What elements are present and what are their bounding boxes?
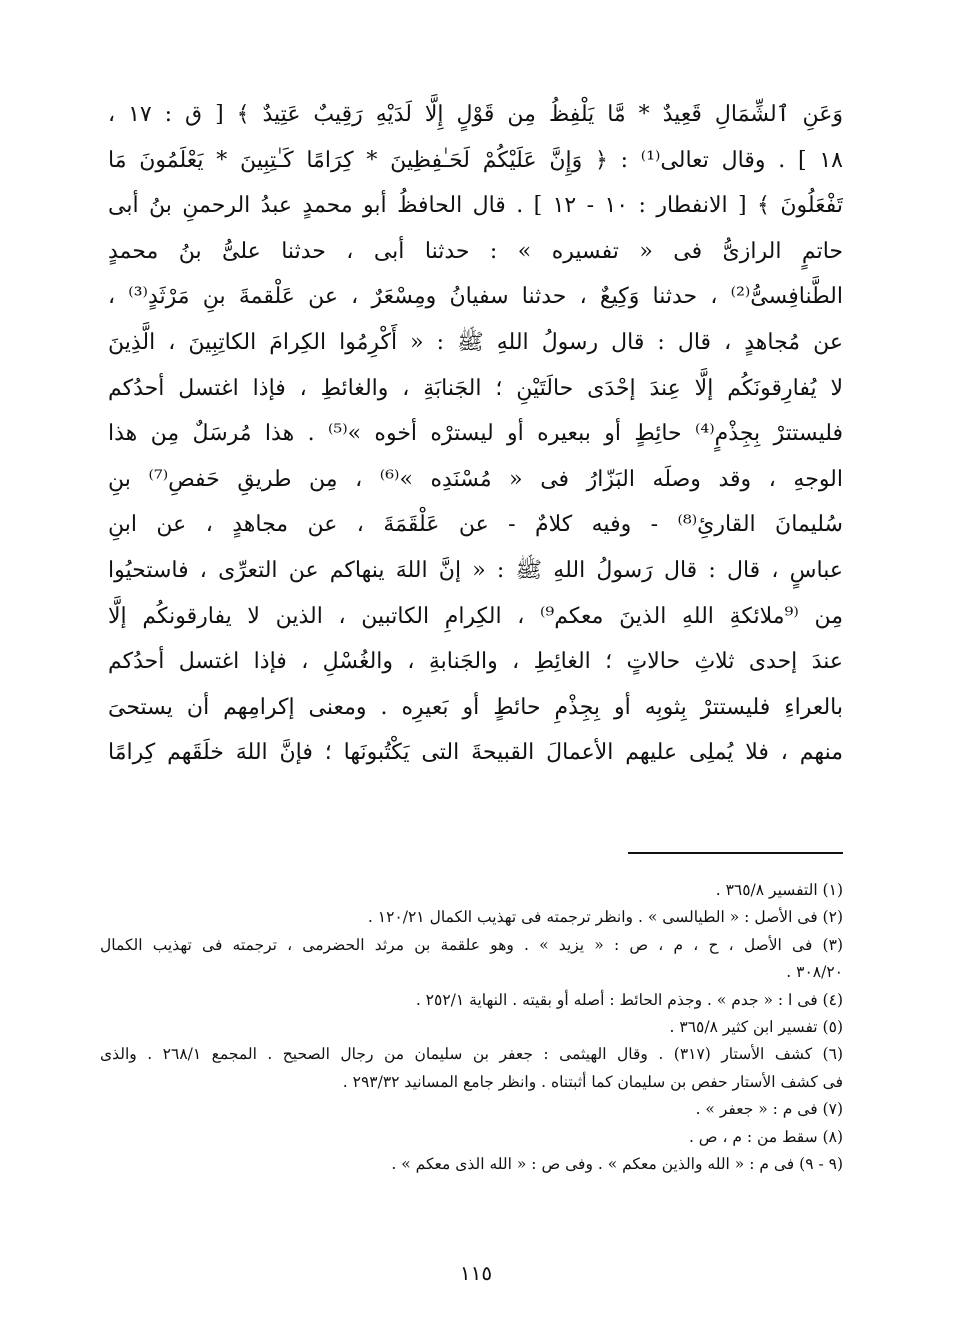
text-line: تَفْعَلُونَ ﴾ [ الانفطار : ١٠ - ١٢ ] . قال الحافظُ أبو محمدٍ عبدُ الرحمنِ بنُ أبى	[108, 193, 843, 219]
footnote-line: (٧) فى م : « جعفر » .	[695, 1100, 843, 1119]
text-line: الوجهِ ، وقد وصلَه البَزّارُ فى « مُسْنَدِه »⁽⁶⁾ ، مِن طريقِ حَفصِ⁽⁷⁾ بنِ	[108, 466, 843, 492]
footnote-line: (٩ - ٩) فى م : « الله والذين معكم » . وفى ص : « الله الذى معكم » .	[391, 1154, 843, 1173]
footnote-divider	[628, 852, 843, 854]
footnote-line: (٢) فى الأصل : « الطيالسى » . وانظر ترجمته فى تهذيب الكمال ١٢٠/٢١ .	[367, 908, 843, 927]
footnote-line: (٦) كشف الأستار (٣١٧) . وقال الهيثمى : جعفر بن سليمان من رجال الصحيح . المجمع ٢٦٨/١ . والذى	[100, 1045, 843, 1064]
footnote-line: (١) التفسير ٣٦٥/٨ .	[715, 881, 843, 899]
text-line: مِن ⁽⁹ملائكةِ اللهِ الذينَ معكم⁹⁾ ، الكِرامِ الكاتبين ، الذين لا يفارقونكُم إلَّا	[108, 603, 843, 629]
footnote-line: (٣) فى الأصل ، ح ، م ، ص : « يزيد » . وهو علقمة بن مرثد الحضرمى ، ترجمته فى تهذيب الكمال	[100, 935, 843, 954]
page-number: ١١٥	[459, 1261, 493, 1285]
main-text	[108, 92, 843, 776]
footnote-line: (٨) سقط من : م ، ص .	[688, 1127, 843, 1146]
text-line: وَعَنِ ٱلشِّمَالِ قَعِيدٌ * مَّا يَلْفِظُ مِن قَوْلٍ إِلَّا لَدَيْهِ رَقِيبٌ عَتِيدٌ ﴾ [ ق : ١٧ ،	[108, 102, 843, 127]
footnote-line: ٣٠٨/٢٠ .	[786, 963, 843, 982]
text-line: منهم ، فلا يُملِى عليهم الأعمالَ القبيحةَ التى يَكْتُبونَها ؛ فإنَّ اللهَ خلَقَهم كِرامًا	[108, 740, 843, 766]
text-line: ١٨ ] . وقال تعالى⁽¹⁾ : ﴿ وَإِنَّ عَلَيْكُمْ لَحَـٰفِظِينَ * كِرَامًا كَـٰتِبِينَ * يَعْلَمُونَ مَا	[108, 147, 843, 173]
text-line: سُليمانَ القارئِ⁽⁸⁾ - وفيه كلامٌ - عن عَلْقَمَةَ ، عن مجاهدٍ ، عن ابنِ	[108, 512, 843, 538]
footnote-line: (٥) تفسير ابن كثير ٣٦٥/٨ .	[669, 1017, 843, 1036]
text-line: عن مُجاهدٍ ، قال : قال رسولُ اللهِ ﷺ : « أَكْرِمُوا الكِرامَ الكاتِبِينَ ، الَّذِينَ	[108, 329, 843, 355]
footnotes	[100, 877, 843, 1178]
text-line: حاتمٍ الرازىُّ فى « تفسيره » : حدثنا أبى ، حدثنا علىُّ بنُ محمدٍ	[108, 238, 843, 264]
text-line: لا يُفارِقونَكُم إلَّا عِندَ إحْدَى حالَتَيْنِ ؛ الجَنابَةِ ، والغائطِ ، فإذا اغتسل أحدُكم	[108, 375, 843, 401]
text-line: فليستترْ بِجِذْمٍ⁽⁴⁾ حائِطٍ أو ببعيره أو ليسترْه أخوه »⁽⁵⁾ . هذا مُرسَلٌ مِن هذا	[108, 421, 843, 447]
text-line: الطَّنافِسىُّ⁽²⁾ ، حدثنا وَكِيعٌ ، حدثنا سفيانُ ومِسْعَرٌ ، عن عَلْقمةَ بنِ مَرْثَدٍ⁽³⁾ ،	[108, 284, 843, 310]
footnote-line: (٤) فى ا : « جدم » . وجذم الحائط : أصله أو بقيته . النهاية ٢٥٢/١ .	[415, 990, 843, 1009]
text-line: عباسٍ ، قال : قال رَسولُ اللهِ ﷺ : « إنَّ اللهَ ينهاكم عن التعرِّى ، فاستحيُوا	[108, 557, 843, 583]
text-line: عندَ إحدى ثلاثِ حالاتٍ ؛ الغائِطِ ، والجَنابةِ ، والغُسْلِ ، فإذا اغتسل أحدُكم	[108, 649, 843, 675]
text-line: بالعراءِ فليستترْ بِثوبِه أو بِجِذْمِ حائطٍ أو بَعيرِه . ومعنى إكرامِهم أن يستحىَ	[108, 694, 843, 720]
footnote-line: فى كشف الأستار حفص بن سليمان كما أثبتناه . وانظر جامع المسانيد ٢٩٣/٣٢ .	[342, 1072, 843, 1091]
